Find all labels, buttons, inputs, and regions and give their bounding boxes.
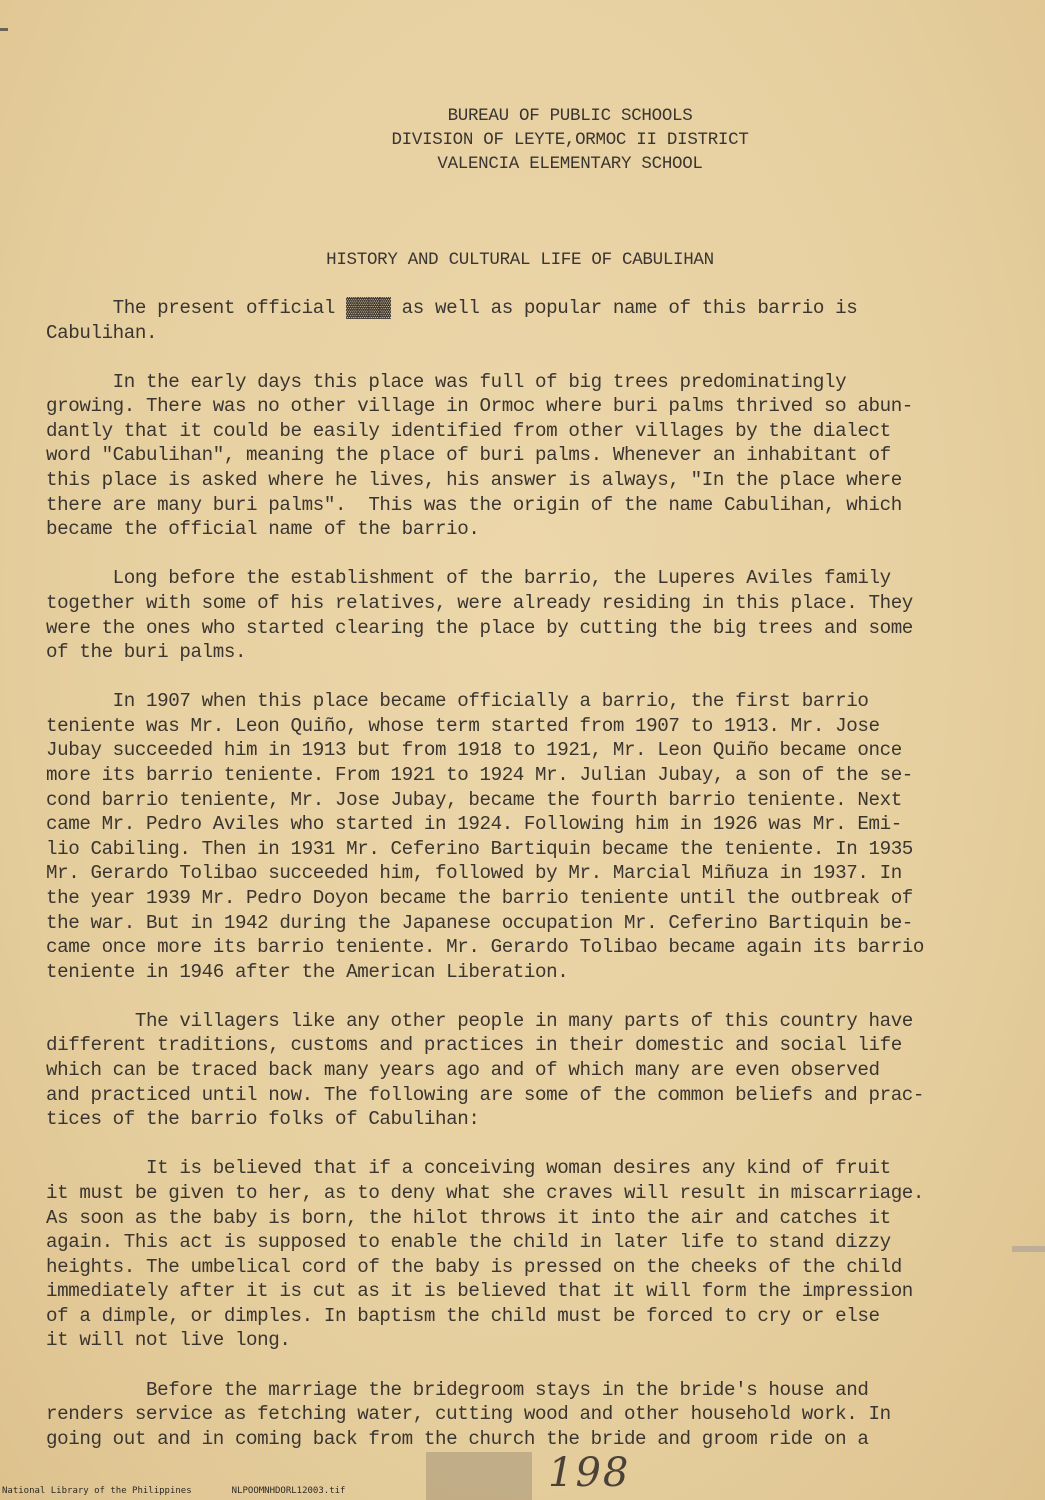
header-school: VALENCIA ELEMENTARY SCHOOL <box>437 154 703 174</box>
text-line: different traditions, customs and practices in their domestic and social life <box>46 1034 902 1057</box>
document-title: HISTORY AND CULTURAL LIFE OF CABULIHAN <box>326 250 714 270</box>
scan-mark <box>1012 1246 1045 1252</box>
text-line: Cabulihan. <box>46 321 158 344</box>
text-line: In the early days this place was full of big trees predominatingly <box>46 370 847 393</box>
text-line: the year 1939 Mr. Pedro Doyon became the barrio teniente until the outbreak of <box>46 886 913 909</box>
text-line: It is believed that if a conceiving woman desires any kind of fruit <box>46 1157 891 1180</box>
paragraph <box>46 1378 1011 1452</box>
text-line: the war. But in 1942 during the Japanese occupation Mr. Ceferino Bartiquin be- <box>46 911 913 934</box>
scan-footer <box>2 1486 345 1496</box>
page-number: 198 <box>548 1450 631 1496</box>
text-line: of a dimple, or dimples. In baptism the child must be forced to cry or else <box>46 1304 880 1327</box>
text-line: The villagers like any other people in many parts of this country have <box>46 1009 913 1032</box>
text-line: of the buri palms. <box>46 641 247 664</box>
text-line: which can be traced back many years ago and of which many are even observed <box>46 1059 880 1082</box>
text-line: and practiced until now. The following are some of the common beliefs and prac- <box>46 1083 925 1106</box>
text-line: again. This act is supposed to enable the child in later life to stand dizzy <box>46 1231 891 1254</box>
text-line: The present official ▓▓▓▓ as well as popular name of this barrio is <box>46 297 858 319</box>
text-line: immediately after it is cut as it is believed that it will form the impression <box>46 1280 913 1303</box>
text-line: growing. There was no other village in Ormoc where buri palms thrived so abun- <box>46 395 913 418</box>
text-line: going out and in coming back from the church the bride and groom ride on a <box>46 1427 869 1450</box>
text-line: lio Cabiling. Then in 1931 Mr. Ceferino Bartiquin became the teniente. In 1935 <box>46 837 913 860</box>
text-line: Mr. Gerardo Tolibao succeeded him, followed by Mr. Marcial Miñuza in 1937. In <box>46 862 902 885</box>
text-line: heights. The umbelical cord of the baby is pressed on the cheeks of the child <box>46 1255 902 1278</box>
paragraph <box>46 296 1011 345</box>
text-line: teniente was Mr. Leon Quiño, whose term started from 1907 to 1913. Mr. Jose <box>46 714 880 737</box>
text-line: renders service as fetching water, cutting wood and other household work. In <box>46 1403 891 1426</box>
paragraph <box>46 1156 1011 1353</box>
letterhead <box>300 104 840 176</box>
text-line: As soon as the baby is born, the hilot throws it into the air and catches it <box>46 1206 891 1229</box>
text-line: were the ones who started clearing the place by cutting the big trees and some <box>46 616 913 639</box>
text-line: Long before the establishment of the barrio, the Luperes Aviles family <box>46 567 891 590</box>
text-line: more its barrio teniente. From 1921 to 1924 Mr. Julian Jubay, a son of the se- <box>46 764 913 786</box>
text-line: together with some of his relatives, were already residing in this place. They <box>46 591 913 614</box>
text-line: word "Cabulihan", meaning the place of buri palms. Whenever an inhabitant of <box>46 444 891 467</box>
header-division: DIVISION OF LEYTE,ORMOC II DISTRICT <box>391 130 749 150</box>
text-line: teniente in 1946 after the American Liberation. <box>46 960 569 983</box>
text-line: came Mr. Pedro Aviles who started in 1924. Following him in 1926 was Mr. Emi- <box>46 813 902 836</box>
text-line: dantly that it could be easily identified from other villages by the dialect <box>46 419 891 442</box>
paragraph <box>46 1009 1011 1132</box>
text-line: tices of the barrio folks of Cabulihan: <box>46 1108 480 1131</box>
text-line: In 1907 when this place became officially a barrio, the first barrio <box>46 690 869 713</box>
document-body <box>46 296 1011 1476</box>
scan-mark <box>0 28 8 31</box>
text-line: became the official name of the barrio. <box>46 518 480 541</box>
text-line: came once more its barrio teniente. Mr. Gerardo Tolibao became again its barrio <box>46 936 925 959</box>
footer-library: National Library of the Philippines <box>2 1486 192 1496</box>
text-line: it will not live long. <box>46 1329 291 1352</box>
catalog-stamp <box>426 1452 532 1500</box>
footer-filename: NLPOOMNHDORL12003.tif <box>231 1486 346 1496</box>
text-line: cond barrio teniente, Mr. Jose Jubay, became the fourth barrio teniente. Next <box>46 788 902 811</box>
text-line: this place is asked where he lives, his answer is always, "In the place where <box>46 469 902 492</box>
header-bureau: BUREAU OF PUBLIC SCHOOLS <box>447 106 693 126</box>
text-line: there are many buri palms". This was the origin of the name Cabulihan, which <box>46 493 902 516</box>
text-line: Before the marriage the bridegroom stays in the bride's house and <box>46 1378 869 1401</box>
text-line: it must be given to her, as to deny what she craves will result in miscarriage. <box>46 1181 925 1204</box>
paragraph <box>46 689 1011 984</box>
paragraph <box>46 566 1011 664</box>
paragraph <box>46 370 1011 542</box>
text-line: Jubay succeeded him in 1913 but from 1918 to 1921, Mr. Leon Quiño became once <box>46 739 902 762</box>
